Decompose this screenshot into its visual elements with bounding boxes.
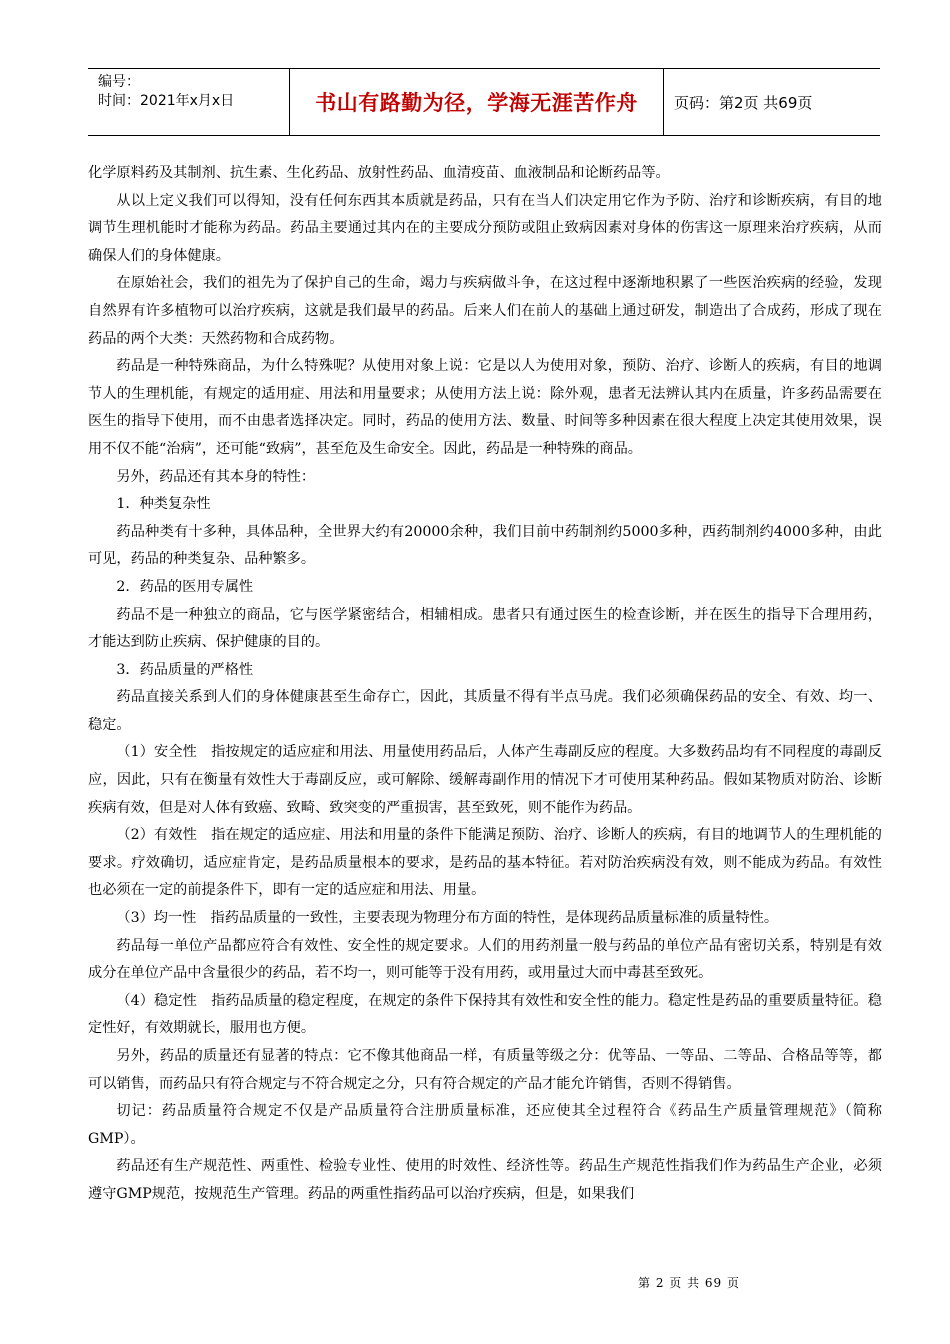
- paragraph: 从以上定义我们可以得知，没有任何东西其本质就是药品，只有在当人们决定用它作为予防、治疗和诊断疾病，有目的地调节生理机能时才能称为药品。药品主要通过其内在的主要成分预防或阻止致病因素对身体的伤害这一原理来治疗疾病，从而确保人们的身体健康。: [88, 192, 882, 264]
- paragraph: 另外，药品还有其本身的特性：: [116, 468, 316, 485]
- page-header: [88, 68, 880, 136]
- paragraph: 药品还有生产规范性、两重性、检验专业性、使用的时效性、经济性等。药品生产规范性指我们作为药品生产企业，必须遵守GMP规范，按规范生产管理。药品的两重性指药品可以治疗疾病，但是，如果我们: [88, 1158, 882, 1202]
- header-motto-cell: [290, 69, 664, 135]
- document-body: [88, 160, 882, 1209]
- paragraph: 药品直接关系到人们的身体健康甚至生命存亡，因此，其质量不得有半点马虎。我们必须确保药品的安全、有效、均一、稳定。: [88, 689, 882, 733]
- time-label: 时间：2021年x月x日: [98, 93, 235, 109]
- serial-label: 编号：: [98, 74, 140, 90]
- section-heading: 3．药品质量的严格性: [116, 661, 254, 678]
- paragraph: 在原始社会，我们的祖先为了保护自己的生命，竭力与疾病做斗争，在这过程中逐渐地积累了一些医治疾病的经验，发现自然界有许多植物可以治疗疾病，这就是我们最早的药品。后来人们在前人的基础上通过研发，制造出了合成药，形成了现在药品的两个大类：天然药物和合成药物。: [88, 275, 882, 347]
- header-page-number: 页码：第2页 共69页: [674, 93, 813, 112]
- paragraph: 切记：药品质量符合规定不仅是产品质量符合注册质量标准，还应使其全过程符合《药品生产质量管理规范》（简称GMP）。: [88, 1103, 882, 1147]
- paragraph: （3）均一性 指药品质量的一致性，主要表现为物理分布方面的特性，是体现药品质量标准的质量特性。: [116, 910, 779, 927]
- section-heading: 1．种类复杂性: [116, 496, 211, 513]
- paragraph: 药品是一种特殊商品，为什么特殊呢？从使用对象上说：它是以人为使用对象，预防、治疗、诊断人的疾病，有目的地调节人的生理机能，有规定的适用症、用法和用量要求；从使用方法上说：除外观，患者无法辨认其内在质量，许多药品需要在医生的指导下使用，而不由患者选择决定。同时，药品的使用方法、数量、时间等多种因素在很大程度上决定其使用效果，误用不仅不能“治病”，还可能“致病”，甚至危及生命安全。因此，药品是一种特殊的商品。: [88, 358, 882, 457]
- paragraph: 药品每一单位产品都应符合有效性、安全性的规定要求。人们的用药剂量一般与药品的单位产品有密切关系，特别是有效成分在单位产品中含量很少的药品，若不均一，则可能等于没有用药，或用量过大而中毒甚至致死。: [88, 937, 882, 982]
- header-page-cell: [664, 69, 880, 135]
- paragraph: 药品种类有十多种，具体品种，全世界大约有20000余种，我们目前中药制剂约5000多种，西药制剂约4000多种，由此可见，药品的种类复杂、品种繁多。: [88, 523, 882, 568]
- paragraph: 另外，药品的质量还有显著的特点：它不像其他商品一样，有质量等级之分：优等品、一等品、二等品、合格品等等，都可以销售，而药品只有符合规定与不符合规定之分，只有符合规定的产品才能允许销售，否则不得销售。: [88, 1048, 882, 1092]
- paragraph: （4）稳定性 指药品质量的稳定程度，在规定的条件下保持其有效性和安全性的能力。稳定性是药品的重要质量特征。稳定性好，有效期就长，服用也方便。: [88, 992, 882, 1037]
- page-footer: 第 2 页 共 69 页: [638, 1276, 740, 1290]
- paragraph: （1）安全性 指按规定的适应症和用法、用量使用药品后，人体产生毒副反应的程度。大多数药品均有不同程度的毒副反应，因此，只有在衡量有效性大于毒副反应，或可解除、缓解毒副作用的情况下才可使用某种药品。假如某物质对防治、诊断疾病有效，但是对人体有致癌、致畸、致突变的严重损害，甚至致死，则不能作为药品。: [88, 744, 882, 816]
- section-heading: 2．药品的医用专属性: [116, 578, 254, 595]
- header-motto: 书山有路勤为径，学海无涯苦作舟: [315, 91, 638, 115]
- paragraph: 药品不是一种独立的商品，它与医学紧密结合，相辅相成。患者只有通过医生的检查诊断，并在医生的指导下合理用药，才能达到防止疾病、保护健康的目的。: [88, 606, 882, 651]
- paragraph: （2）有效性 指在规定的适应症、用法和用量的条件下能满足预防、治疗、诊断人的疾病，有目的地调节人的生理机能的要求。疗效确切，适应症肯定，是药品质量根本的要求，是药品的基本特征。若对防治疾病没有效，则不能成为药品。有效性也必须在一定的前提条件下，即有一定的适应症和用法、用量。: [88, 827, 882, 899]
- paragraph: 化学原料药及其制剂、抗生素、生化药品、放射性药品、血清疫苗、血液制品和论断药品等。: [88, 165, 670, 181]
- header-info-cell: [88, 69, 290, 135]
